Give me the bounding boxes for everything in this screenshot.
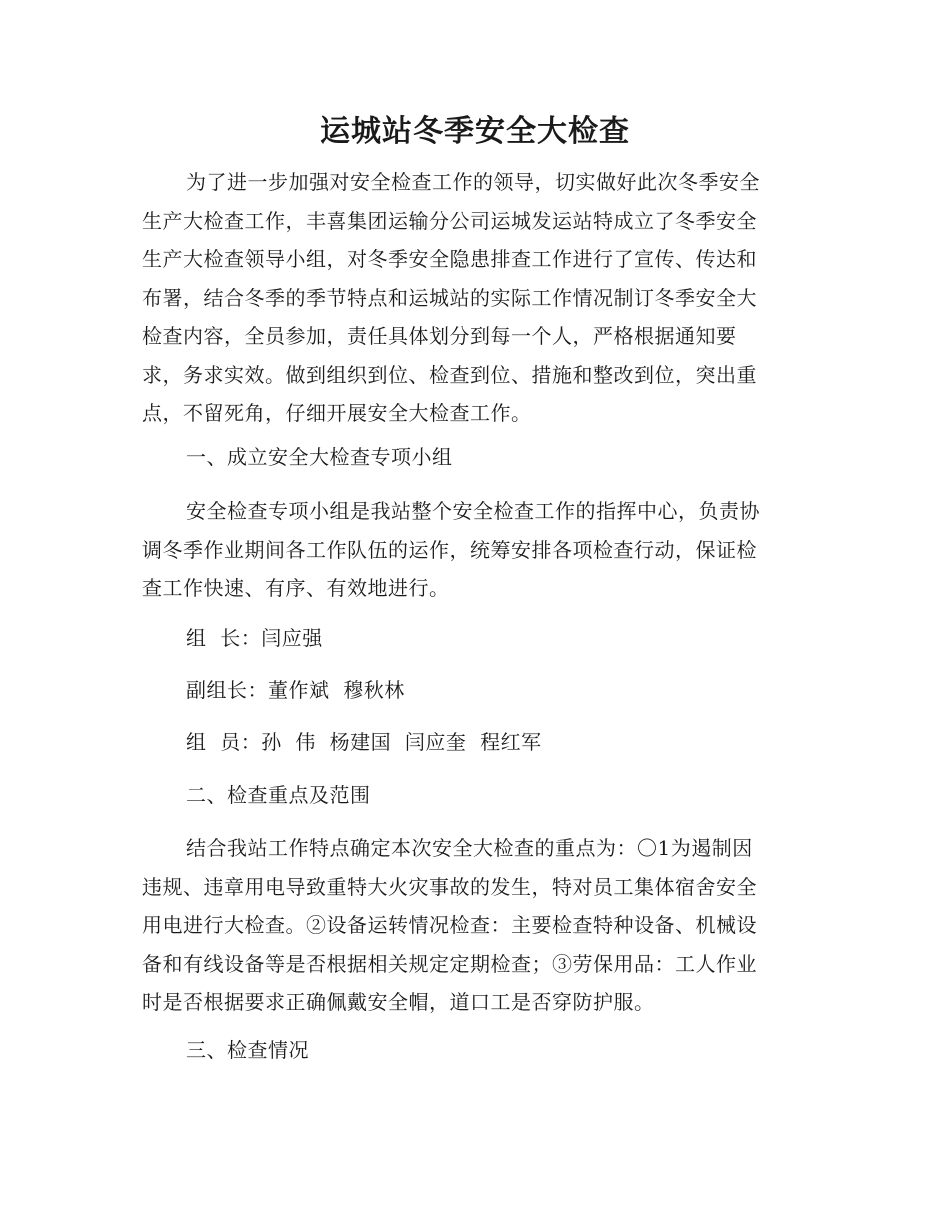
section1-heading (142, 438, 808, 477)
section1-paragraph (142, 492, 808, 608)
paragraph-line: 点，不留死角，仔细开展安全大检查工作。 (142, 401, 532, 425)
paragraph-line: 为了进一步加强对安全检查工作的领导，切实做好此次冬季安全 (186, 170, 760, 194)
heading-text: 一、成立安全大检查专项小组 (186, 445, 453, 469)
team-members (142, 723, 808, 762)
heading-text: 二、检查重点及范围 (186, 783, 371, 807)
paragraph-line: 布署，结合冬季的季节特点和运城站的实际工作情况制订冬季安全大 (142, 285, 757, 310)
team-members-text: 组 员：孙 伟 杨建国 闫应奎 程红军 (186, 730, 542, 754)
heading-text: 三、检查情况 (186, 1038, 309, 1062)
section3-heading (142, 1031, 808, 1070)
paragraph-line: 调冬季作业期间各工作队伍的运作，统筹安排各项检查行动，保证检 (142, 537, 757, 562)
paragraph-line: 查工作快速、有序、有效地进行。 (142, 576, 450, 600)
team-deputy-text: 副组长：董作斌 穆秋林 (186, 678, 405, 702)
team-leader-text: 组 长：闫应强 (186, 626, 323, 650)
team-leader (142, 619, 808, 658)
paragraph-line: 备和有线设备等是否根据相关规定定期检查；③劳保用品：工人作业 (142, 951, 757, 976)
paragraph-line: 结合我站工作特点确定本次安全大检查的重点为：〇1为遏制因 (186, 836, 753, 860)
paragraph-line: 求，务求实效。做到组织到位、检查到位、措施和整改到位，突出重 (142, 362, 757, 387)
section2-paragraph (142, 829, 808, 1022)
section2-heading (142, 776, 808, 815)
paragraph-line: 安全检查专项小组是我站整个安全检查工作的指挥中心，负责协 (186, 499, 760, 523)
intro-paragraph (142, 163, 808, 433)
paragraph-line: 违规、违章用电导致重特大火灾事故的发生，特对员工集体宿舍安全 (142, 874, 757, 899)
paragraph-line: 用电进行大检查。②设备运转情况检查：主要检查特种设备、机械设 (142, 913, 757, 937)
paragraph-line: 时是否根据要求正确佩戴安全帽，道口工是否穿防护服。 (142, 990, 655, 1014)
team-deputy (142, 671, 808, 710)
paragraph-line: 检查内容，全员参加，责任具体划分到每一个人，严格根据通知要 (142, 324, 737, 348)
paragraph-line: 生产大检查工作，丰喜集团运输分公司运城发运站特成立了冬季安全 (142, 208, 757, 233)
paragraph-line: 生产大检查领导小组，对冬季安全隐患排查工作进行了宣传、传达和 (142, 247, 757, 271)
document-title: 运城站冬季安全大检查 (320, 114, 630, 149)
